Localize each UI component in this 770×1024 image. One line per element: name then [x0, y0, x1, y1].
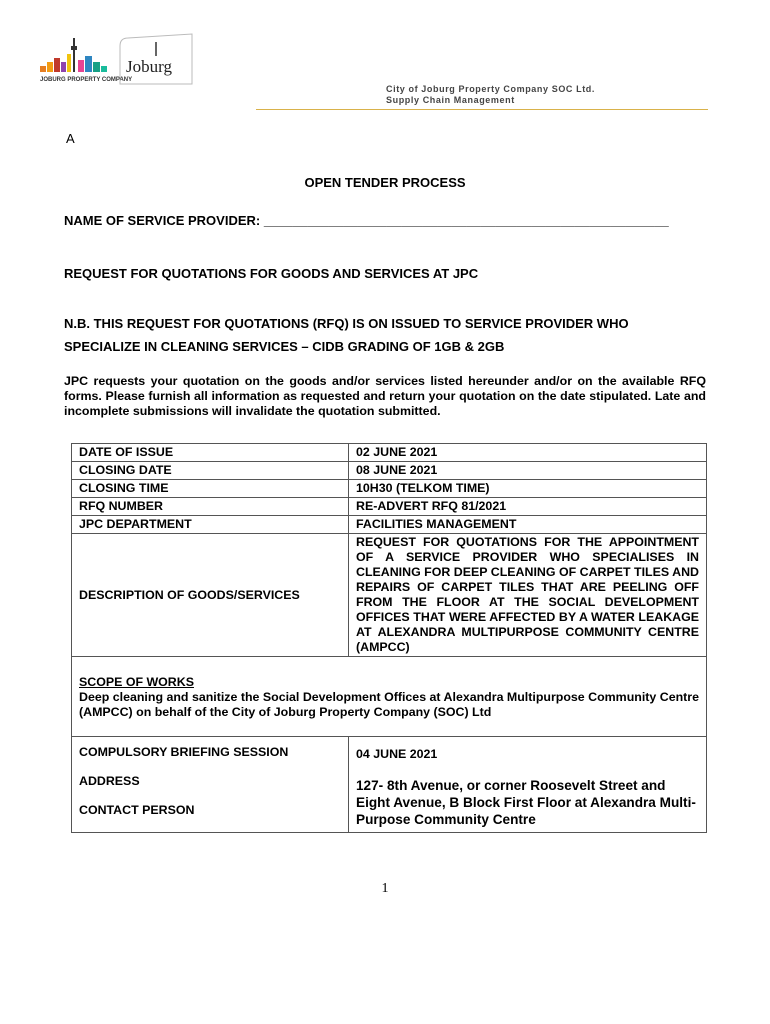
description-row: [72, 534, 707, 657]
scope-text: Deep cleaning and sanitize the Social Development Offices at Alexandra Multipurpose Community Centre (AMPCC) on behalf of the City of Joburg Property Company (SOC) Ltd: [79, 690, 699, 719]
row-label: CLOSING TIME: [72, 480, 349, 498]
description-value: REQUEST FOR QUOTATIONS FOR THE APPOINTMENT OF A SERVICE PROVIDER WHO SPECIALISES IN CLEANING FOR DEEP CLEANING OF CARPET TILES AND REPAIRS OF CARPET TILES THAT ARE PEELING OFF FROM THE FLOOR AT THE SOCIAL DEVELOPMENT OFFICES THAT WERE AFFECTED BY A WATER LEAKAGE AT ALEXANDRA MULTIPURPOSE COMMUNITY CENTRE (AMPCC): [349, 534, 707, 657]
document-heading: OPEN TENDER PROCESS: [304, 175, 466, 190]
briefing-labels: [72, 737, 349, 833]
company-header: [386, 84, 595, 106]
intro-paragraph: JPC requests your quotation on the goods and/or services listed hereunder and/or on the available RFQ forms. Please furnish all information as requested and return your quotation on the date stipulated. Late and incomplete submissions will invalidate the quotation submitted.: [64, 374, 706, 418]
scope-row: [72, 657, 707, 737]
table-row: [72, 444, 707, 462]
row-value: RE-ADVERT RFQ 81/2021: [349, 498, 707, 516]
row-label: JPC DEPARTMENT: [72, 516, 349, 534]
description-label: DESCRIPTION OF GOODS/SERVICES: [72, 534, 349, 657]
briefing-date: 04 JUNE 2021: [356, 747, 438, 761]
address-value: 127- 8th Avenue, or corner Roosevelt Street and Eight Avenue, B Block First Floor at Alexandra Multi-Purpose Community Centre: [356, 778, 696, 827]
service-provider-field: NAME OF SERVICE PROVIDER: ________________________________________________________: [64, 213, 669, 228]
nb-line-1: N.B. THIS REQUEST FOR QUOTATIONS (RFQ) IS ON ISSUED TO SERVICE PROVIDER WHO: [64, 316, 629, 331]
table-row: [72, 462, 707, 480]
briefing-row: [72, 737, 707, 833]
scope-title: SCOPE OF WORKS: [79, 675, 194, 689]
joburg-logo: [116, 34, 196, 88]
table-row: [72, 516, 707, 534]
section-letter: A: [66, 131, 75, 146]
jpc-logo: [38, 36, 133, 90]
row-label: CLOSING DATE: [72, 462, 349, 480]
table-row: [72, 480, 707, 498]
row-label: RFQ NUMBER: [72, 498, 349, 516]
row-value: 10H30 (TELKOM TIME): [349, 480, 707, 498]
company-name: City of Joburg Property Company SOC Ltd.: [386, 84, 596, 94]
row-value: 02 JUNE 2021: [349, 444, 707, 462]
department-name: Supply Chain Management: [386, 95, 515, 105]
header-divider: [256, 109, 708, 110]
briefing-values: [349, 737, 707, 833]
jpc-logo-text: JOBURG PROPERTY COMPANY: [40, 77, 133, 83]
contact-label: CONTACT PERSON: [79, 803, 195, 817]
row-value: FACILITIES MANAGEMENT: [349, 516, 707, 534]
scope-cell: [72, 657, 707, 737]
table-row: [72, 498, 707, 516]
address-label: ADDRESS: [79, 774, 140, 788]
row-value: 08 JUNE 2021: [349, 462, 707, 480]
joburg-logo-text: Joburg: [126, 57, 172, 76]
row-label: DATE OF ISSUE: [72, 444, 349, 462]
page-number: 1: [381, 881, 389, 896]
request-title: REQUEST FOR QUOTATIONS FOR GOODS AND SERVICES AT JPC: [64, 266, 479, 281]
rfq-details-table: [71, 443, 707, 833]
nb-line-2: SPECIALIZE IN CLEANING SERVICES – CIDB GRADING OF 1GB & 2GB: [64, 339, 505, 354]
nb-notice: [64, 312, 704, 358]
briefing-label: COMPULSORY BRIEFING SESSION: [79, 745, 289, 759]
